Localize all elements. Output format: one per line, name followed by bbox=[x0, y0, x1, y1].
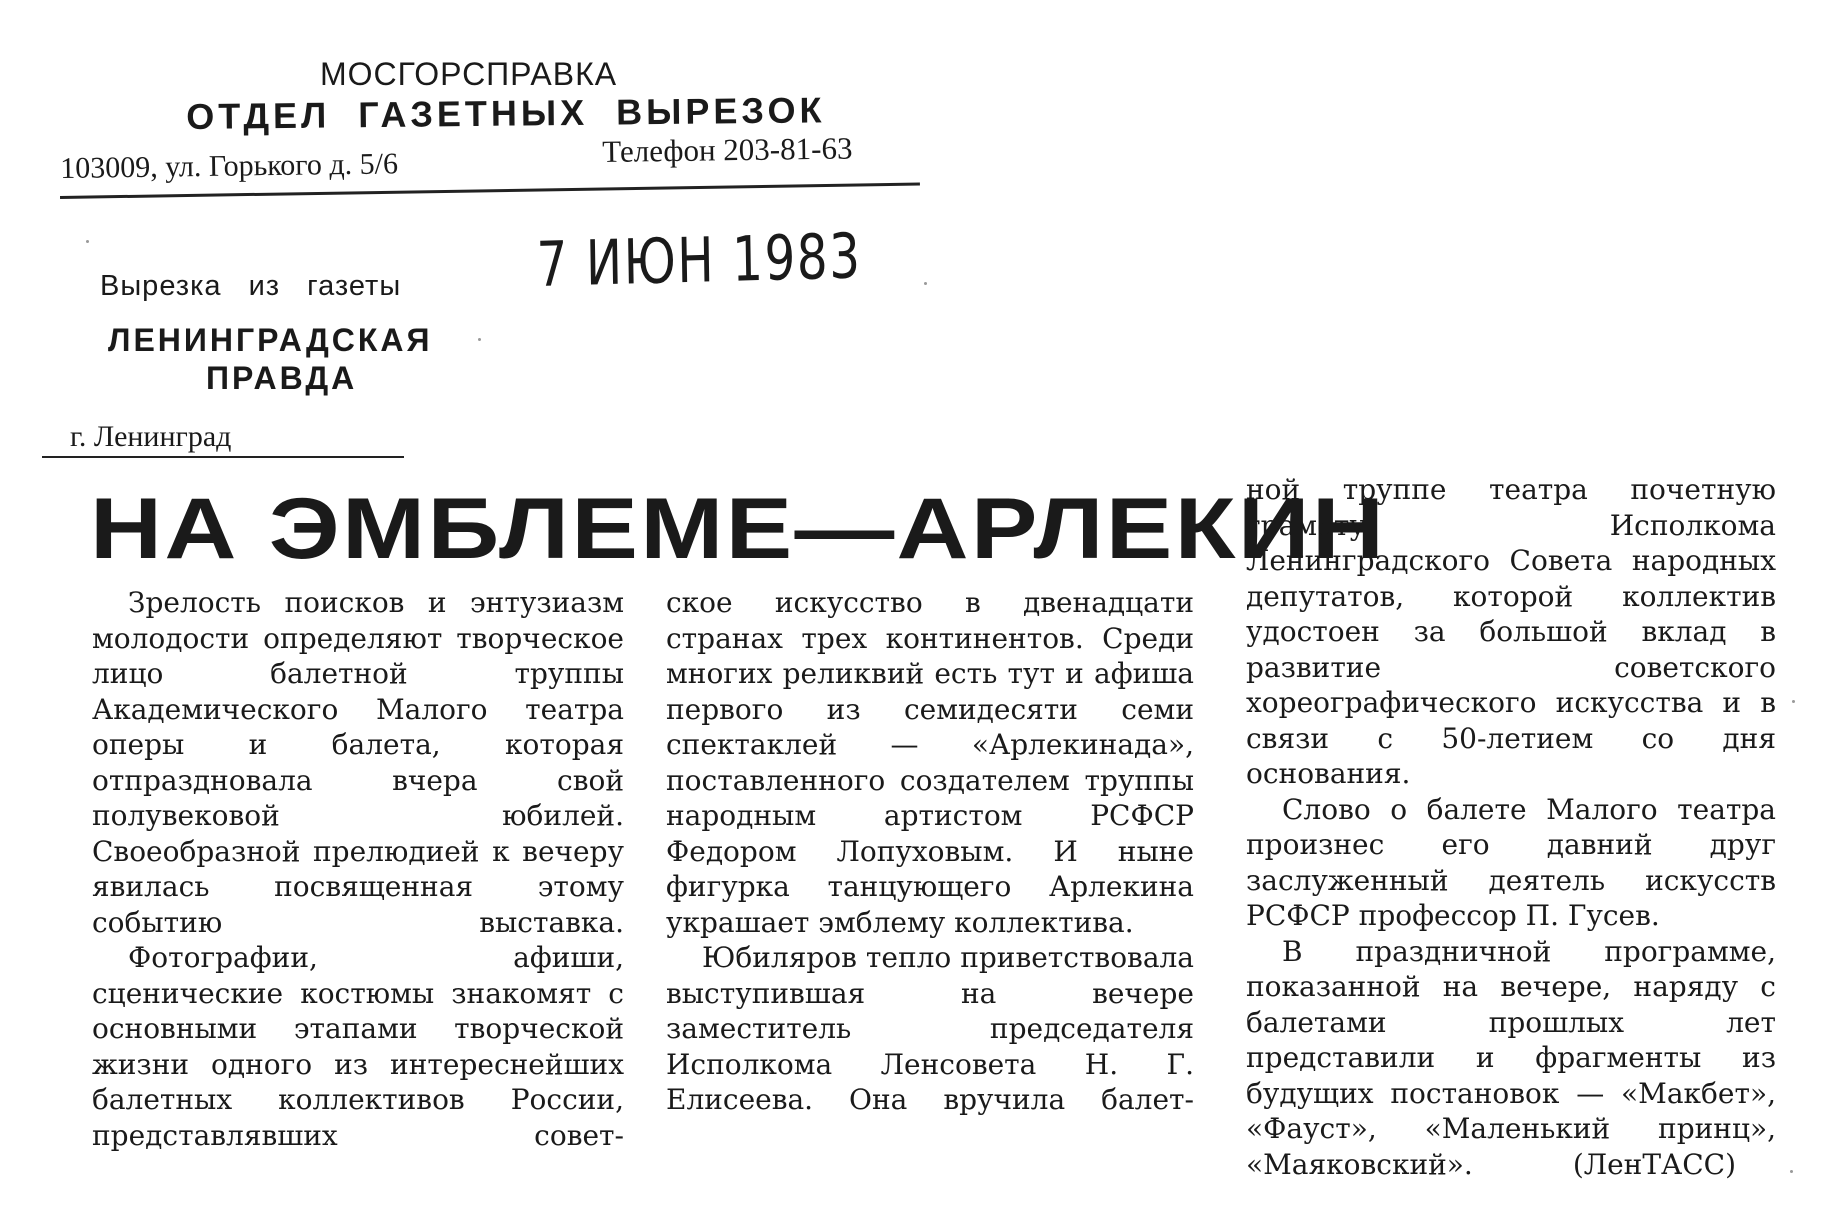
newspaper-name-line2: ПРАВДА bbox=[206, 360, 358, 396]
scan-speck bbox=[86, 240, 89, 243]
header-divider bbox=[60, 182, 920, 199]
agency-phone: Телефон 203-81-63 bbox=[602, 130, 853, 169]
article-column-3 bbox=[1246, 472, 1776, 1182]
agency-name: МОСГОРСПРАВКА bbox=[320, 56, 618, 92]
scan-speck bbox=[924, 282, 927, 285]
clipping-label: Вырезка из газеты bbox=[100, 270, 402, 302]
article-paragraph: Слово о балете Малого театра произнес его давний друг заслуженный деятель искусств РСФСР профессор П. Гусев. bbox=[1246, 792, 1776, 932]
scan-speck bbox=[478, 338, 481, 341]
article-paragraph: Фотографии, афиши, сценические костюмы знакомят с основными этапами творческой жизни одного из интереснейших балетных коллективов России, представлявших совет- bbox=[92, 941, 624, 1152]
article-paragraph: ной труппе театра почетную грамоту Исполкома Ленинградского Совета народных депутатов, которой коллектив удостоен за большой вклад в развитие советского хореографического искусства и в связи с 50-летием со дня основания. bbox=[1246, 473, 1776, 790]
newspaper-name-line1: ЛЕНИНГРАДСКАЯ bbox=[108, 322, 433, 358]
article-source: (ЛенТАСС) bbox=[1572, 1147, 1736, 1181]
article-headline: НА ЭМБЛЕМЕ—АРЛЕКИН bbox=[90, 481, 1387, 577]
newspaper-city: г. Ленинград bbox=[70, 420, 232, 453]
agency-address: 103009, ул. Горького д. 5/6 bbox=[60, 147, 399, 185]
article-paragraph: В праздничной программе, показанной на вечере, наряду с балетами прошлых лет представили и фрагменты из будущих постановок — «Макбет», «Фауст», «Маленький принц», «Маяковский». bbox=[1246, 934, 1776, 1181]
department-name: ОТДЕЛ ГАЗЕТНЫХ ВЫРЕЗОК bbox=[186, 89, 826, 137]
scan-speck bbox=[1790, 1170, 1793, 1173]
scan-speck bbox=[1792, 700, 1795, 703]
date-stamp: 7 ИЮН 1983 bbox=[536, 219, 863, 301]
article-column-2 bbox=[666, 585, 1194, 1118]
article-paragraph: Зрелость поисков и энтузиазм молодости определяют творческое лицо балетной труппы Академического Малого театра оперы и балета, которая отпраздновала вчера свой полувековой юбилей. Своеобразной прелюдией к вечеру явилась посвященная этому событию выставка. bbox=[92, 586, 624, 939]
article-column-1 bbox=[92, 585, 624, 1153]
article-paragraph: Юбиляров тепло приветствовала выступившая на вечере заместитель председателя Исполкома Ленсовета Н. Г. Елисеева. Она вручила балет- bbox=[666, 941, 1194, 1116]
article-paragraph: ское искусство в двенадцати странах трех континентов. Среди многих реликвий есть тут и афиша первого из семидесяти семи спектаклей — «Арлекинада», поставленного создателем труппы народным артистом РСФСР Федором Лопуховым. И ныне фигурка танцующего Арлекина украшает эмблему коллектива. bbox=[666, 586, 1194, 939]
city-underline bbox=[42, 456, 404, 458]
